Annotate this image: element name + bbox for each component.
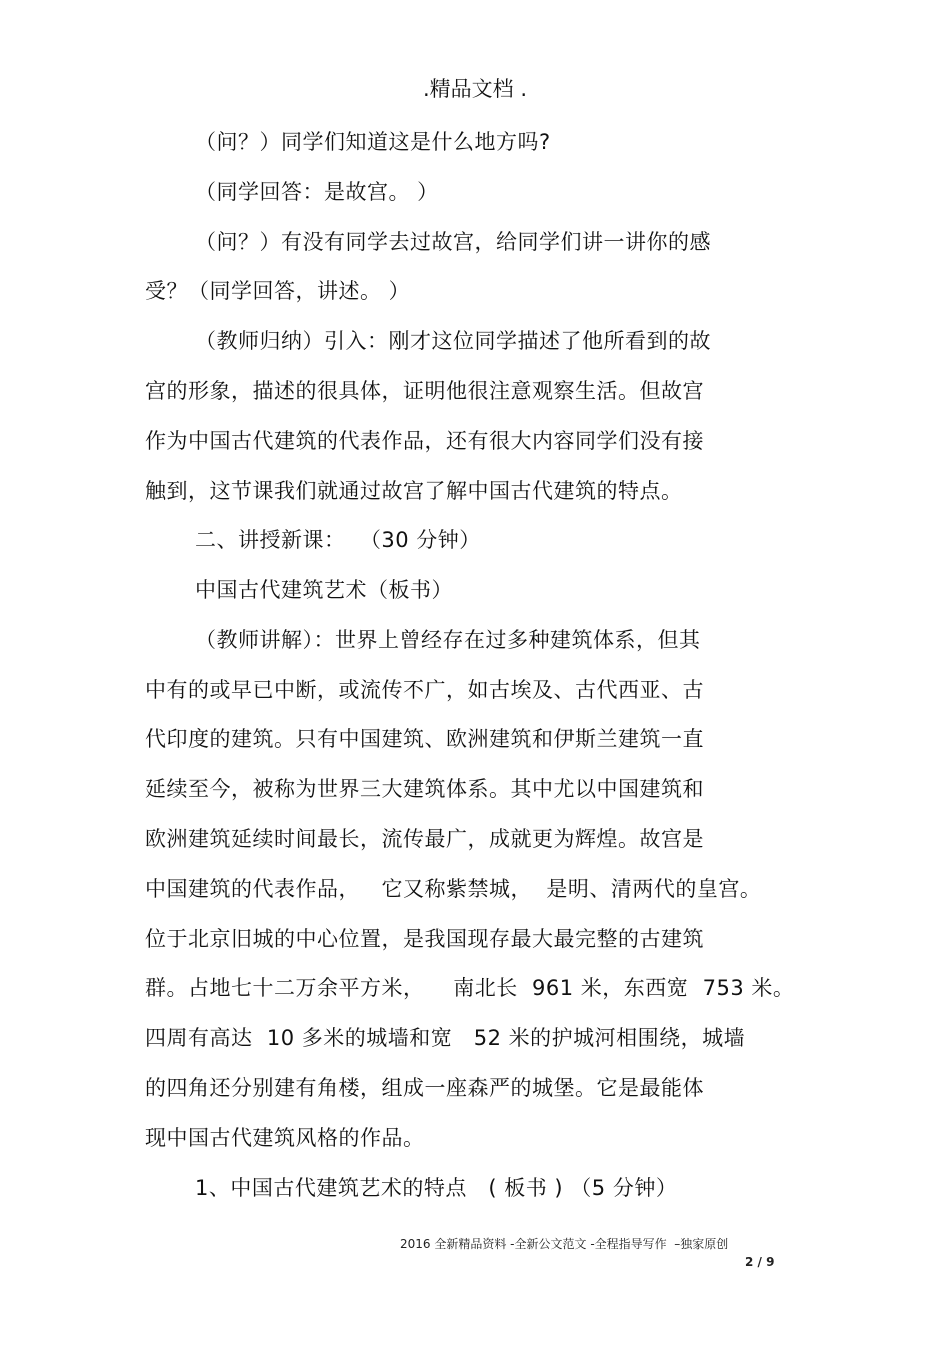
text-line: （同学回答：是故宫。 ）: [195, 180, 439, 204]
text-line: 群。占地七十二万余平方米， 南北长 961 米，东西宽 753 米。: [145, 976, 795, 1000]
text-line: （教师讲解）：世界上曾经存在过多种建筑体系，但其: [195, 628, 701, 652]
section-heading: 二、讲授新课： （30 分钟）: [195, 528, 481, 552]
text-line: 的四角还分别建有角楼，组成一座森严的城堡。它是最能体: [145, 1076, 704, 1100]
text-line: 欧洲建筑延续时间最长，流传最广，成就更为辉煌。故宫是: [145, 827, 704, 851]
text-line: 触到，这节课我们就通过故宫了解中国古代建筑的特点。: [145, 479, 683, 503]
text-line: 受？（同学回答，讲述。 ）: [145, 279, 411, 303]
text-line: （问？）同学们知道这是什么地方吗?: [195, 130, 551, 154]
footer-text: 2016 全新精品资料 -全新公文范文 -全程指导写作 –独家原创: [400, 1237, 729, 1251]
text-line: 中国建筑的代表作品， 它又称紫禁城， 是明、清两代的皇宫。: [145, 877, 762, 901]
text-line: （教师归纳）引入：刚才这位同学描述了他所看到的故: [195, 329, 711, 353]
text-line: 代印度的建筑。只有中国建筑、欧洲建筑和伊斯兰建筑一直: [145, 727, 704, 751]
text-line: 四周有高达 10 多米的城墙和宽 52 米的护城河相围绕，城墙: [145, 1026, 746, 1050]
text-line: （问？）有没有同学去过故宫，给同学们讲一讲你的感: [195, 230, 711, 254]
text-line: 宫的形象，描述的很具体，证明他很注意观察生活。但故宫: [145, 379, 704, 403]
text-line: 位于北京旧城的中心位置，是我国现存最大最完整的古建筑: [145, 927, 704, 951]
text-line: 延续至今，被称为世界三大建筑体系。其中尤以中国建筑和: [145, 777, 704, 801]
text-line: 中有的或早已中断，或流传不广，如古埃及、古代西亚、古: [145, 678, 704, 702]
board-title: 中国古代建筑艺术（板书）: [195, 578, 453, 602]
text-line: 现中国古代建筑风格的作品。: [145, 1126, 425, 1150]
page-header: .精品文档 .: [422, 77, 528, 101]
subsection-heading: 1、中国古代建筑艺术的特点 ( 板书 ) （5 分钟）: [195, 1176, 678, 1200]
text-line: 作为中国古代建筑的代表作品，还有很大内容同学们没有接: [145, 429, 704, 453]
page-number: 2 / 9: [745, 1255, 775, 1269]
